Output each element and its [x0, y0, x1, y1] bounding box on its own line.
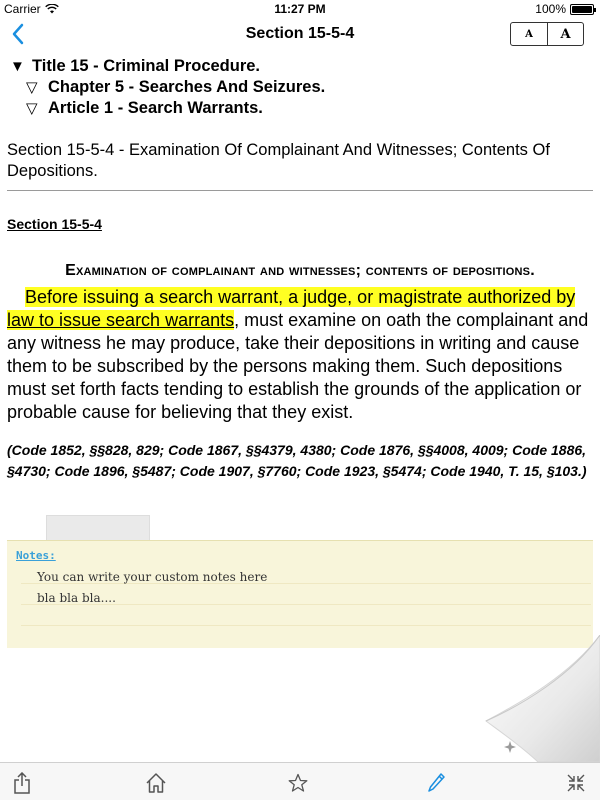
note-line: You can write your custom notes here	[21, 563, 591, 584]
expanded-triangle-icon: ▼	[10, 58, 25, 75]
navigation-bar	[0, 18, 600, 52]
star-icon	[288, 773, 308, 793]
font-decrease-button[interactable]	[511, 23, 547, 45]
statute-text	[7, 286, 593, 424]
collapse-icon	[566, 773, 586, 793]
note-line: bla bla bla....	[21, 584, 591, 605]
expanded-triangle-outline-icon: ▽	[26, 100, 38, 117]
statute-text-rest: , must examine on oath the complainant and any witness he may produce, take their depositions in writing and cause them to be subscribed by the persons making them. Such depositions must set forth facts tending to establish the grounds of the application or probable cause for believing that they exist.	[7, 310, 589, 422]
compass-icon	[504, 741, 516, 753]
highlighted-text[interactable]: Before issuing a search warrant, a judge, or magistrate authorized by	[25, 287, 576, 307]
home-button[interactable]	[144, 771, 168, 795]
collapse-button[interactable]	[564, 771, 588, 795]
font-increase-icon: A	[560, 26, 571, 42]
hierarchy-tree	[10, 56, 325, 119]
page-title: Section 15-5-4	[245, 25, 355, 42]
tree-item-label: Article 1 - Search Warrants.	[48, 99, 263, 117]
tree-item-chapter[interactable]	[10, 77, 325, 98]
citation: (Code 1852, §§828, 829; Code 1867, §§4379, 4380; Code 1876, §§4008, 4009; Code 1886, §4730; Code 1896, §5487; Code 1907, §7760; Code 1923, §5474; Code 1940, T. 15, §103.)	[7, 442, 587, 479]
bottom-toolbar	[0, 762, 600, 800]
notes-panel[interactable]	[7, 540, 593, 648]
tree-item-label: Chapter 5 - Searches And Seizures.	[48, 78, 326, 96]
tree-item-title[interactable]	[10, 56, 325, 77]
tree-item-article[interactable]	[10, 98, 325, 119]
status-time: 11:27 PM	[274, 2, 326, 16]
notes-label: Notes:	[16, 549, 56, 562]
share-icon	[13, 772, 31, 794]
notes-field[interactable]	[21, 563, 591, 626]
favorite-button[interactable]	[286, 771, 310, 795]
section-number-label: Section 15-5-4	[7, 216, 102, 232]
section-heading: Examination of complainant and witnesses; contents of depositions.	[65, 262, 535, 279]
highlight-button[interactable]	[424, 771, 448, 795]
tree-item-label: Title 15 - Criminal Procedure.	[32, 57, 261, 75]
divider	[7, 190, 593, 191]
battery-percent: 100%	[535, 2, 566, 16]
expanded-triangle-outline-icon: ▽	[26, 79, 38, 96]
font-size-control	[510, 22, 584, 46]
pencil-icon	[426, 772, 446, 794]
section-summary: Section 15-5-4 - Examination Of Complainant And Witnesses; Contents Of Depositions.	[7, 141, 550, 180]
carrier-label: Carrier	[4, 2, 41, 16]
font-decrease-icon: A	[525, 28, 533, 40]
page-curl[interactable]	[480, 635, 600, 765]
note-line	[21, 605, 591, 626]
status-bar	[0, 0, 600, 18]
font-increase-button[interactable]	[547, 23, 583, 45]
share-button[interactable]	[10, 771, 34, 795]
battery-icon	[570, 4, 594, 15]
home-icon	[145, 772, 167, 794]
highlighted-underlined-text[interactable]: law to issue search warrants	[7, 310, 235, 330]
